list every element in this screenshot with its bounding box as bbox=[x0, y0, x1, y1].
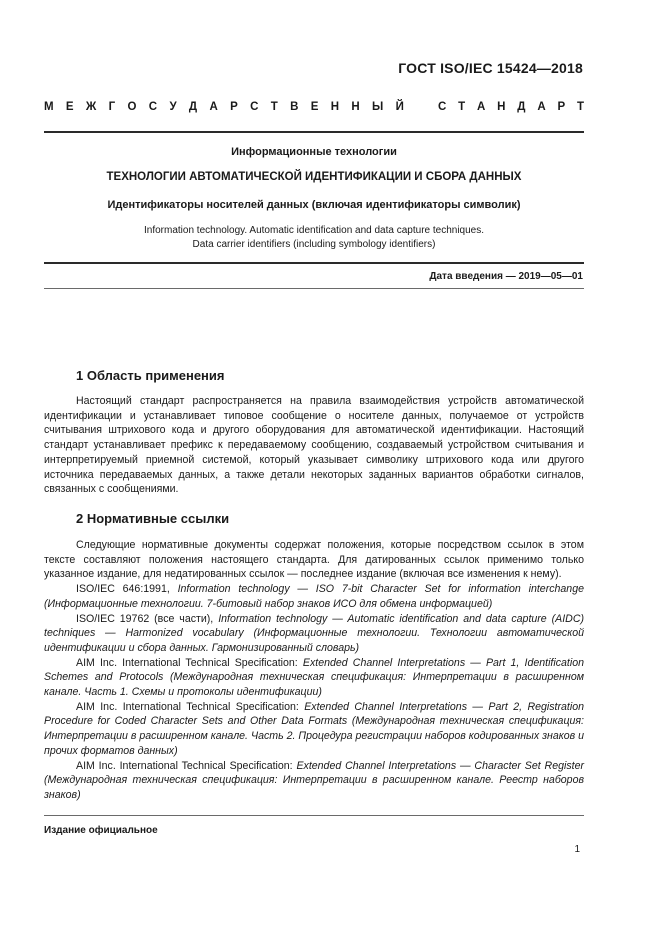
spaced-letter: Ы bbox=[372, 101, 384, 113]
spaced-letter: Т bbox=[458, 101, 466, 113]
interstate-word-1 bbox=[44, 101, 404, 113]
category-title: Информационные технологии bbox=[231, 146, 397, 158]
spaced-letter: Ж bbox=[85, 101, 97, 113]
spaced-letter: А bbox=[477, 101, 486, 113]
section-2-heading: 2 Нормативные ссылки bbox=[76, 511, 230, 526]
spaced-letter: А bbox=[537, 101, 546, 113]
spaced-letter: Е bbox=[310, 101, 319, 113]
english-title-line-1: Information technology. Automatic identification and data capture techniques. bbox=[143, 225, 485, 236]
spaced-letter: С bbox=[250, 101, 259, 113]
spaced-letter: М bbox=[44, 101, 54, 113]
interstate-standard-label bbox=[44, 101, 584, 113]
reference-item: AIM Inc. International Technical Specification: Extended Channel Interpretations — Part 1, Identification Schemes and Protocols (Международная техническая спецификация: Интерпретации в расширенном канале. Часть 1. Схемы и протоколы идентификации) bbox=[44, 656, 584, 699]
spaced-letter: У bbox=[169, 101, 177, 113]
spaced-letter: Т bbox=[576, 101, 584, 113]
title-bottom-rule bbox=[44, 262, 584, 264]
introduction-date: Дата введения — 2019—05—01 bbox=[429, 271, 583, 282]
reference-item: ISO/IEC 19762 (все части), Information technology — Automatic identification and data capture (AIDC) techniques — Harmonized vocabulary (Информационные технологии. Технологии автоматической идентификации и сбора данных. Гармонизированный словарь) bbox=[44, 612, 584, 654]
spaced-letter: С bbox=[438, 101, 447, 113]
section-1-body bbox=[44, 394, 584, 497]
spaced-letter: Р bbox=[557, 101, 566, 113]
top-rule bbox=[44, 131, 584, 133]
spaced-letter: Т bbox=[270, 101, 278, 113]
spaced-letter: А bbox=[209, 101, 218, 113]
reference-item: AIM Inc. International Technical Specification: Extended Channel Interpretations — Part 2, Registration Procedure for Coded Character Sets and Other Data Formats (Международная техническая спецификация: Интерпретации в расширенном канале. Часть 2. Процедура регистрации наборов кодированных знаков и прочих форматов данных) bbox=[44, 700, 584, 757]
section-2-intro: Следующие нормативные документы содержат положения, которые посредством ссылок в этом тексте составляют положения настоящего стандарта. Для датированных ссылок применимо только указанное издание, для недатированных ссылок — последнее издание (включая все изменения к нему). bbox=[44, 539, 584, 581]
spaced-letter: Д bbox=[188, 101, 198, 113]
spaced-letter: Н bbox=[330, 101, 340, 113]
reference-item: ISO/IEC 646:1991, Information technology — ISO 7-bit Character Set for information interchange (Информационные технологии. 7-битовый набор знаков ИСО для обмена информацией) bbox=[44, 583, 584, 610]
reference-item: AIM Inc. International Technical Specification: Extended Channel Interpretations — Character Set Register (Международная техническая спецификация: Интерпретации в расширенном канале. Реестр наборов знаков) bbox=[44, 759, 584, 801]
footer-rule bbox=[44, 815, 584, 816]
interstate-word-2 bbox=[438, 101, 584, 113]
english-title-line-2: Data carrier identifiers (including symbology identifiers) bbox=[192, 238, 436, 250]
section-1-paragraph: Настоящий стандарт распространяется на правила взаимодействия устройств автоматической идентификации и устанавливает типовое сообщение о носителе данных, получаемое от устройств считывания штрихового кода и другого оборудования для автоматической идентификации. Настоящий стандарт устанавливает префикс к передаваемому сообщению, создаваемый устройством считывания и интерпретируемый приемной системой, который указывает символику штрихового кода или другого источника передаваемых данных, а также детали некоторых заданных вариантов обработки сигналов, связанных с сообщениями. bbox=[44, 395, 584, 496]
spaced-letter: В bbox=[290, 101, 299, 113]
spaced-letter: О bbox=[127, 101, 137, 113]
spaced-letter: Й bbox=[395, 101, 404, 113]
spaced-letter: Н bbox=[351, 101, 360, 113]
document-code: ГОСТ ISO/IEC 15424—2018 bbox=[398, 60, 583, 76]
spaced-letter: Г bbox=[108, 101, 116, 113]
spaced-letter: Р bbox=[230, 101, 238, 113]
spaced-letter: Д bbox=[517, 101, 526, 113]
english-title bbox=[44, 224, 584, 251]
date-rule bbox=[44, 288, 584, 289]
spaced-letter: С bbox=[148, 101, 158, 113]
section-2-body bbox=[44, 538, 584, 803]
spaced-letter: Н bbox=[497, 101, 506, 113]
main-title: ТЕХНОЛОГИИ АВТОМАТИЧЕСКОЙ ИДЕНТИФИКАЦИИ И СБОРА ДАННЫХ bbox=[106, 171, 522, 183]
section-1-heading: 1 Область применения bbox=[76, 368, 225, 383]
spaced-letter: Е bbox=[65, 101, 74, 113]
subtitle: Идентификаторы носителей данных (включая идентификаторы символик) bbox=[107, 199, 521, 211]
official-edition-label: Издание официальное bbox=[44, 825, 158, 836]
page-number: 1 bbox=[574, 844, 580, 855]
